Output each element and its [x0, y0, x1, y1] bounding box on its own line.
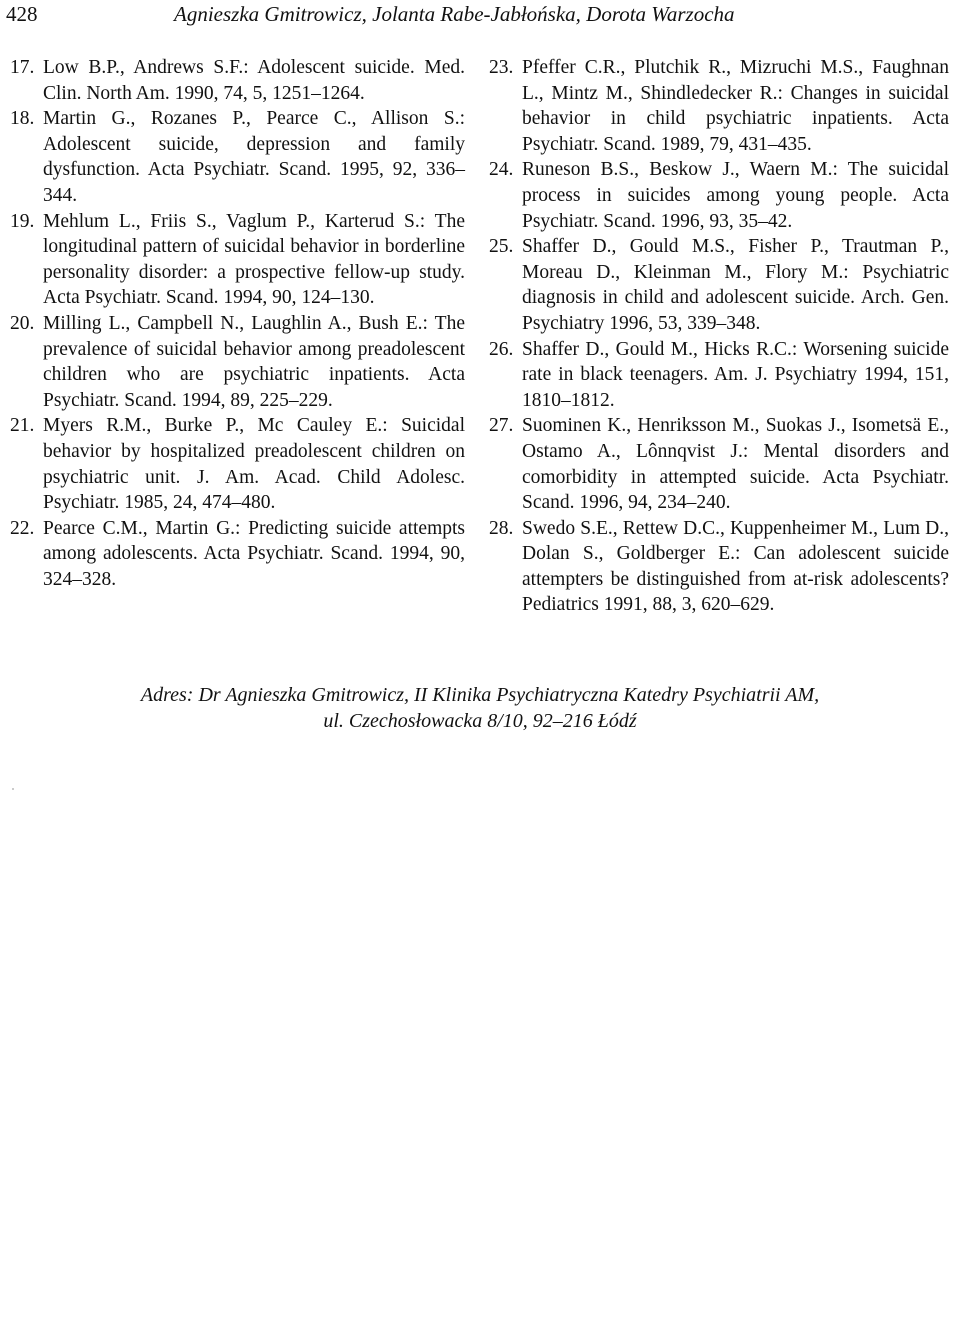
reference-text: Runeson B.S., Beskow J., Waern M.: The suicidal process in suicides among young people. Acta Psychiatr. Scand. 1996, 93, 35–42.	[522, 159, 949, 232]
reference-number: 22.	[10, 517, 35, 539]
page-number: 428	[6, 2, 38, 26]
reference-text: Swedo S.E., Rettew D.C., Kuppenheimer M., Lum D., Dolan S., Goldberger E.: Can adolescent suicide attempters be distinguished from at-risk adolescents? Pediatrics 1991, 88, 3, 620–629.	[522, 517, 949, 616]
correspondence-address	[0, 683, 960, 734]
reference-item	[489, 55, 949, 157]
reference-item	[10, 516, 465, 593]
reference-item	[489, 337, 949, 414]
reference-text: Mehlum L., Friis S., Vaglum P., Karterud S.: The longitudinal pattern of suicidal behavior in borderline personality disorder: a prospective fellow-up study. Acta Psychiatr. Scand. 1994, 90, 124–130.	[43, 210, 465, 309]
reference-item	[10, 413, 465, 515]
reference-text: Pearce C.M., Martin G.: Predicting suicide attempts among adolescents. Acta Psychiatr. Scand. 1994, 90, 324–328.	[43, 517, 465, 590]
reference-text: Shaffer D., Gould M.S., Fisher P., Trautman P., Moreau D., Kleinman M., Flory M.: Psychiatric diagnosis in child and adolescent suicide. Arch. Gen. Psychiatry 1996, 53, 339–348.	[522, 236, 949, 334]
reference-item	[489, 157, 949, 234]
reference-number: 26.	[489, 338, 514, 360]
reference-number: 21.	[10, 415, 35, 437]
reference-text: Low B.P., Andrews S.F.: Adolescent suicide. Med. Clin. North Am. 1990, 74, 5, 1251–1264.	[43, 57, 465, 104]
address-line-2: ul. Czechosłowacka 8/10, 92–216 Łódź	[323, 709, 637, 732]
reference-text: Shaffer D., Gould M., Hicks R.C.: Worsening suicide rate in black teenagers. Am. J. Psychiatry 1994, 151, 1810–1812.	[522, 338, 949, 411]
running-header	[0, 0, 960, 40]
reference-number: 25.	[489, 236, 514, 258]
reference-number: 18.	[10, 108, 35, 130]
reference-number: 28.	[489, 517, 514, 539]
reference-item	[489, 516, 949, 618]
reference-item	[10, 311, 465, 413]
reference-text: Pfeffer C.R., Plutchik R., Mizruchi M.S., Faughnan L., Mintz M., Shindledecker R.: Changes in suicidal behavior in child psychiatric inpatients. Acta Psychiatr. Scand. 1989, 79, 431–435.	[522, 57, 949, 155]
header-authors: Agnieszka Gmitrowicz, Jolanta Rabe-Jabłońska, Dorota Warzocha	[174, 2, 735, 26]
reference-number: 17.	[10, 57, 35, 78]
references-right-column	[489, 55, 949, 618]
reference-item	[10, 106, 465, 208]
reference-item	[10, 55, 465, 106]
reference-text: Suominen K., Henriksson M., Suokas J., Isometsä E., Ostamo A., Lônnqvist J.: Mental disorders and comorbidity in attempted suicide. Acta Psychiatr. Scand. 1996, 94, 234–240.	[522, 415, 949, 514]
reference-number: 23.	[489, 57, 514, 78]
address-line-1: Adres: Dr Agnieszka Gmitrowicz, II Klinika Psychiatryczna Katedry Psychiatrii AM,	[140, 684, 820, 706]
scan-speck	[12, 788, 14, 790]
reference-item	[10, 209, 465, 311]
reference-number: 27.	[489, 415, 514, 437]
reference-text: Milling L., Campbell N., Laughlin A., Bush E.: The prevalence of suicidal behavior among preadolescent children who are psychiatric inpatients. Acta Psychiatr. Scand. 1994, 89, 225–229.	[43, 312, 465, 411]
reference-number: 24.	[489, 159, 514, 181]
reference-text: Myers R.M., Burke P., Mc Cauley E.: Suicidal behavior by hospitalized preadolescent children on psychiatric unit. J. Am. Acad. Child Adolesc. Psychiatr. 1985, 24, 474–480.	[43, 415, 465, 514]
reference-number: 20.	[10, 312, 35, 334]
reference-item	[489, 234, 949, 336]
reference-text: Martin G., Rozanes P., Pearce C., Allison S.: Adolescent suicide, depression and family dysfunction. Acta Psychiatr. Scand. 1995, 92, 336–344.	[43, 108, 465, 206]
reference-number: 19.	[10, 210, 35, 232]
references-left-column	[10, 55, 465, 592]
reference-item	[489, 413, 949, 515]
